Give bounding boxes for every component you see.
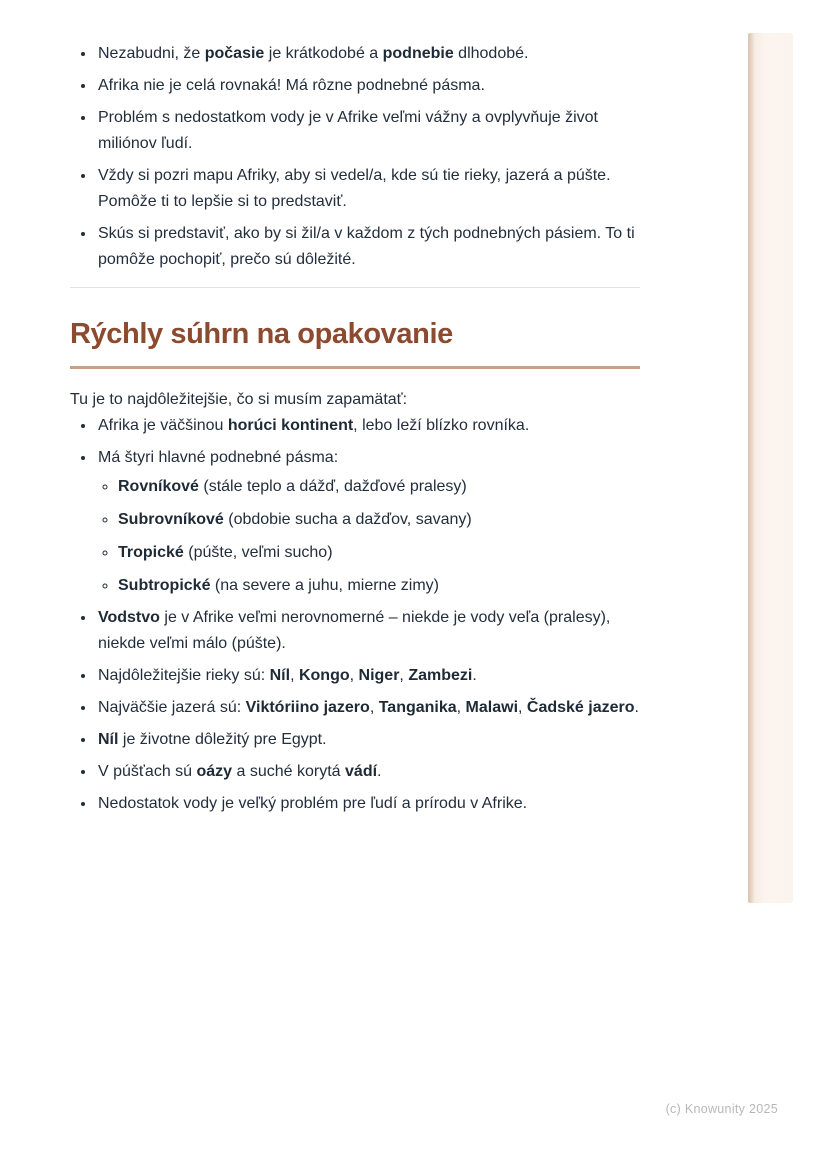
list-item [96,445,640,599]
list-item: • Problém s nedostatkom vody je v Afrike veľmi vážny a ovplyvňuje život miliónov ľudí. [96,105,640,157]
list-item [96,727,640,753]
list-item-text: Najdôležitejšie rieky sú: Níl, Kongo, Niger, Zambezi. [98,667,477,684]
summary-bullet-list [70,413,640,817]
section-divider [70,287,640,288]
nested-list-item: ◦ Subrovníkové (obdobie sucha a dažďov, savany) [118,507,640,533]
list-item-text: Vodstvo je v Afrike veľmi nerovnomerné – niekde je vody veľa (pralesy), niekde veľmi málo (púšte). [98,609,611,652]
list-item: • Afrika nie je celá rovnaká! Má rôzne podnebné pásma. [96,73,640,99]
notes-content [70,41,640,817]
list-item [96,663,640,689]
summary-intro-text: Tu je to najdôležitejšie, čo si musím zapamätať: [70,391,408,408]
list-item: • Nezabudni, že počasie je krátkodobé a podnebie dlhodobé. [96,41,640,67]
list-item [96,413,640,439]
nested-list-item: ◦ Subtropické (na severe a juhu, mierne zimy) [118,573,640,599]
list-item [96,759,640,785]
list-item: • Skús si predstaviť, ako by si žil/a v každom z tých podnebných pásiem. To ti pomôže pochopiť, prečo sú dôležité. [96,221,640,273]
intro-bullet-list [70,41,640,273]
list-item-text: Afrika je väčšinou horúci kontinent, lebo leží blízko rovníka. [98,417,530,434]
list-item-text: V púšťach sú oázy a suché korytá vádí. [98,763,382,780]
nested-bullet-list [98,474,640,599]
list-item-text: Najväčšie jazerá sú: Viktóriino jazero, Tanganika, Malawi, Čadské jazero. [98,699,639,716]
next-page-edge [748,33,793,903]
list-item [96,791,640,817]
nested-list-item: ◦ Tropické (púšte, veľmi sucho) [118,540,640,566]
section-heading: Rýchly súhrn na opakovanie [70,318,453,350]
copyright-text: (c) Knowunity 2025 [665,1102,778,1116]
heading-underline [70,366,640,369]
list-item: • Vždy si pozri mapu Afriky, aby si vedel/a, kde sú tie rieky, jazerá a púšte. Pomôže ti to lepšie si to predstaviť. [96,163,640,215]
list-item-text: Nedostatok vody je veľký problém pre ľudí a prírodu v Afrike. [98,795,528,812]
nested-list-item: ◦ Rovníkové (stále teplo a dážď, dažďové pralesy) [118,474,640,500]
list-item [96,605,640,657]
list-item [96,695,640,721]
list-item-text: Má štyri hlavné podnebné pásma: [98,449,339,466]
list-item-text: Níl je životne dôležitý pre Egypt. [98,731,327,748]
